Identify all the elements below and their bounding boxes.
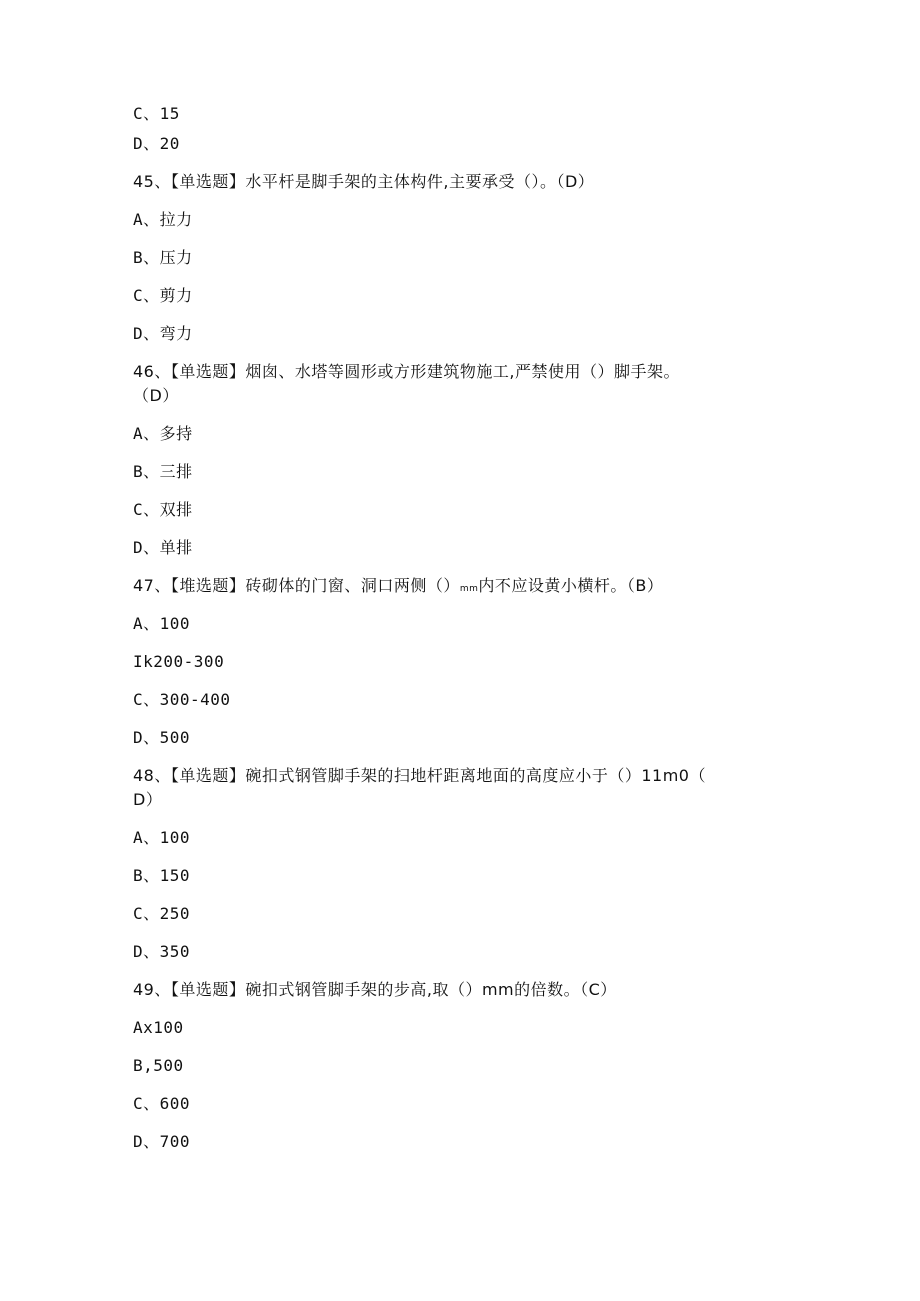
question-47 (133, 576, 663, 599)
option-b-45: B、压力 (133, 248, 193, 267)
question-49: 49、【单选题】碗扣式钢管脚手架的步高,取（）mm的倍数。（C） (133, 980, 617, 999)
option-c-46: C、双排 (133, 500, 193, 519)
question-46: 46、【单选题】烟囱、水塔等圆形或方形建筑物施工,严禁使用（）脚手架。 (133, 362, 680, 381)
option-c-44: C、15 (133, 104, 180, 123)
option-d-48: D、350 (133, 942, 191, 961)
option-a-49: Ax100 (133, 1018, 184, 1037)
option-a-48: A、100 (133, 828, 191, 847)
question-47-part-2: 内不应设黄小横杆。（B） (478, 576, 664, 595)
option-d-49: D、700 (133, 1132, 191, 1151)
question-47-unit: mm (459, 584, 479, 594)
question-48-answer: D） (133, 790, 163, 809)
question-47-part-1: 47、【堆选题】砖砌体的门窗、洞口两侧（） (133, 576, 460, 595)
option-c-49: C、600 (133, 1094, 191, 1113)
question-45: 45、【单选题】水平杆是脚手架的主体构件,主要承受（）。（D） (133, 172, 595, 191)
option-b-46: B、三排 (133, 462, 193, 481)
option-d-46: D、单排 (133, 538, 193, 557)
option-d-44: D、20 (133, 134, 180, 153)
option-c-47: C、300-400 (133, 690, 231, 709)
option-a-46: A、多持 (133, 424, 193, 443)
option-b-49: B,500 (133, 1056, 184, 1075)
option-c-45: C、剪力 (133, 286, 193, 305)
question-46-answer: （D） (133, 386, 179, 405)
option-d-45: D、弯力 (133, 324, 193, 343)
option-a-45: A、拉力 (133, 210, 193, 229)
option-c-48: C、250 (133, 904, 191, 923)
option-d-47: D、500 (133, 728, 191, 747)
option-a-47: A、100 (133, 614, 191, 633)
option-b-47: Ik200-300 (133, 652, 225, 671)
option-b-48: B、150 (133, 866, 191, 885)
question-48: 48、【单选题】碗扣式钢管脚手架的扫地杆距离地面的高度应小于（）11m0（ (133, 766, 706, 785)
